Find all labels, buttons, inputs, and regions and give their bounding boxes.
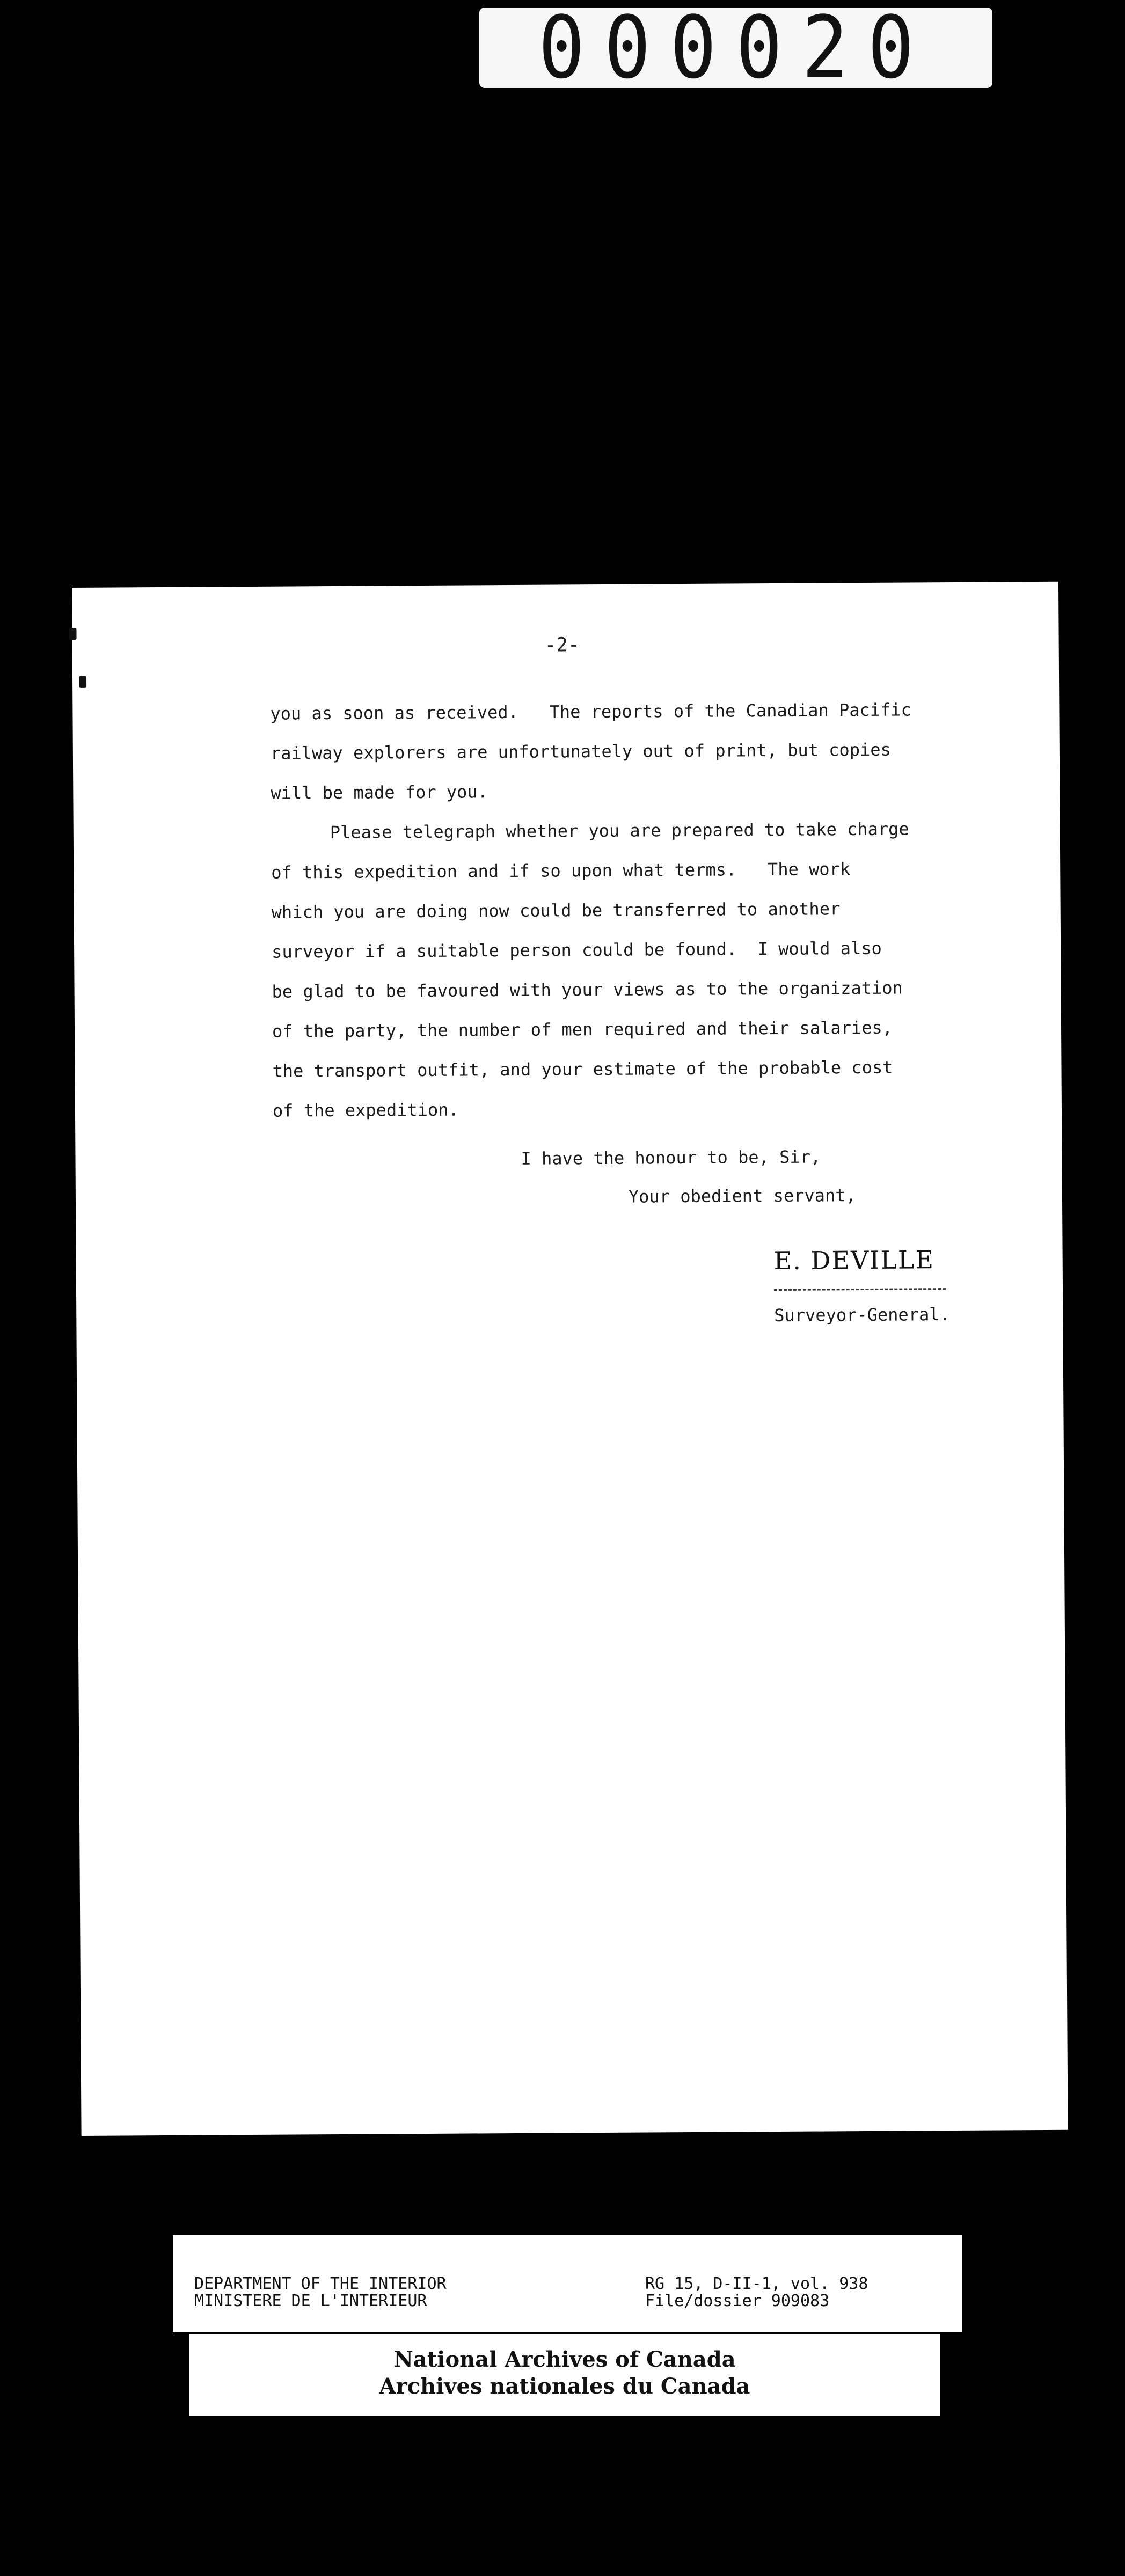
punch-mark <box>69 628 76 640</box>
department-label <box>194 2275 447 2310</box>
record-group: RG 15, D-II-1, vol. 938 <box>645 2274 868 2293</box>
archives-name-fr: Archives nationales du Canada <box>379 2374 750 2399</box>
record-group-label <box>645 2275 868 2310</box>
letter-line: which you are doing now could be transferred to another <box>271 898 841 923</box>
letter-line: Please telegraph whether you are prepared to take charge <box>330 818 909 843</box>
file-dossier: File/dossier 909083 <box>645 2292 830 2310</box>
archives-name-card <box>189 2334 940 2416</box>
letter-line: railway explorers are unfortunately out of print, but copies <box>270 739 891 764</box>
letter-sheet <box>72 582 1068 2136</box>
signature: E. DEVILLE <box>773 1245 935 1276</box>
archive-reference-card <box>173 2235 962 2332</box>
archives-name-en: National Archives of Canada <box>393 2347 736 2372</box>
letter-line: be glad to be favoured with your views as to the organization <box>272 977 903 1002</box>
closing-servant: Your obedient servant, <box>628 1185 856 1207</box>
letter-line: of the expedition. <box>272 1099 459 1121</box>
letter-line: you as soon as received. The reports of the Canadian Pacific <box>270 699 912 724</box>
punch-mark <box>79 676 86 688</box>
signature-title: Surveyor-General. <box>774 1304 950 1326</box>
letter-line: the transport outfit, and your estimate of the probable cost <box>272 1057 893 1081</box>
letter-line: of this expedition and if so upon what terms. The work <box>271 859 851 883</box>
closing-salutation: I have the honour to be, Sir, <box>521 1146 821 1169</box>
page-number: -2- <box>544 634 580 656</box>
signature-rule <box>774 1288 946 1291</box>
department-fr: MINISTERE DE L'INTERIEUR <box>194 2292 427 2310</box>
department-en: DEPARTMENT OF THE INTERIOR <box>194 2274 447 2293</box>
letter-line: of the party, the number of men required and their salaries, <box>272 1017 893 1042</box>
letter-body <box>270 689 1035 1131</box>
frame-number-label <box>479 0 992 98</box>
frame-number: 000020 <box>538 0 934 98</box>
letter-line: surveyor if a suitable person could be found. I would also <box>272 938 882 962</box>
letter-line: will be made for you. <box>271 781 488 803</box>
